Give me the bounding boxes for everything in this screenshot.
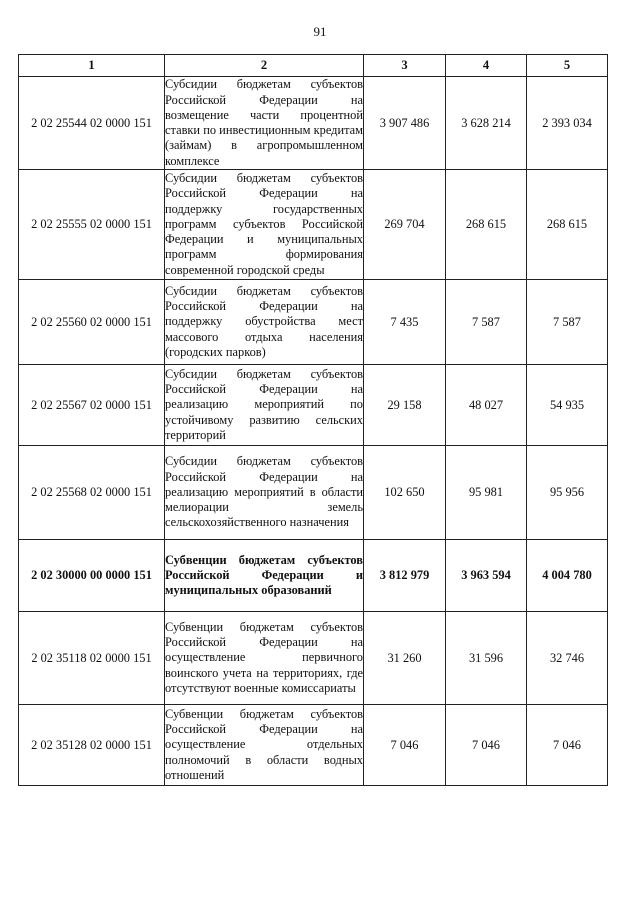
table-row bbox=[19, 612, 608, 705]
description-cell: Субвенции бюджетам субъектов Российской Федерации и муниципальных образований bbox=[165, 540, 364, 612]
description-cell: Субвенции бюджетам субъектов Российской Федерации на осуществление отдельных полномочий в области водных отношений bbox=[165, 705, 364, 786]
value-col5-cell: 268 615 bbox=[527, 170, 608, 280]
description-cell: Субсидии бюджетам субъектов Российской Федерации на поддержку обустройства мест массового отдыха населения (городских парков) bbox=[165, 280, 364, 365]
column-header-1: 1 bbox=[19, 55, 165, 77]
budget-code-cell: 2 02 25544 02 0000 151 bbox=[19, 77, 165, 170]
value-col3-cell: 7 046 bbox=[364, 705, 446, 786]
budget-code-cell: 2 02 25555 02 0000 151 bbox=[19, 170, 165, 280]
description-cell: Субсидии бюджетам субъектов Российской Федерации на реализацию мероприятий по устойчивому развитию сельских территорий bbox=[165, 365, 364, 446]
value-col5-cell: 32 746 bbox=[527, 612, 608, 705]
value-col4-cell: 48 027 bbox=[446, 365, 527, 446]
table-row-total bbox=[19, 540, 608, 612]
table-row bbox=[19, 365, 608, 446]
value-col3-cell: 7 435 bbox=[364, 280, 446, 365]
description-cell: Субвенции бюджетам субъектов Российской Федерации на осуществление первичного воинского учета на территориях, где отсутствуют военные комиссариаты bbox=[165, 612, 364, 705]
value-col4-cell: 3 963 594 bbox=[446, 540, 527, 612]
value-col3-cell: 102 650 bbox=[364, 446, 446, 540]
budget-code-cell: 2 02 25568 02 0000 151 bbox=[19, 446, 165, 540]
description-cell: Субсидии бюджетам субъектов Российской Федерации на возмещение части процентной ставки по инвестиционным кредитам (займам) в агропромышленном комплексе bbox=[165, 77, 363, 168]
value-col5-cell: 54 935 bbox=[527, 365, 608, 446]
value-col3-cell: 269 704 bbox=[364, 170, 446, 280]
value-col4-cell: 31 596 bbox=[446, 612, 527, 705]
budget-code-cell: 2 02 35118 02 0000 151 bbox=[19, 612, 165, 705]
table-row bbox=[19, 170, 608, 280]
column-header-2: 2 bbox=[165, 55, 364, 77]
value-col4-cell: 3 628 214 bbox=[446, 77, 527, 170]
budget-code-cell: 2 02 25560 02 0000 151 bbox=[19, 280, 165, 365]
description-cell: Субсидии бюджетам субъектов Российской Федерации на реализацию мероприятий в области мелиорации земель сельскохозяйственного назначения bbox=[165, 446, 364, 540]
value-col3-cell: 31 260 bbox=[364, 612, 446, 705]
table-row bbox=[19, 77, 608, 170]
description-cell: Субсидии бюджетам субъектов Российской Федерации на поддержку государственных программ субъектов Российской Федерации и муниципальных программ формирования современной городской среды bbox=[165, 170, 364, 280]
column-header-3: 3 bbox=[364, 55, 446, 77]
value-col5-cell: 95 956 bbox=[527, 446, 608, 540]
table-row bbox=[19, 446, 608, 540]
value-col4-cell: 7 587 bbox=[446, 280, 527, 365]
value-col3-cell: 29 158 bbox=[364, 365, 446, 446]
column-header-4: 4 bbox=[446, 55, 527, 77]
column-header-5: 5 bbox=[527, 55, 608, 77]
value-col3-cell: 3 812 979 bbox=[364, 540, 446, 612]
value-col4-cell: 268 615 bbox=[446, 170, 527, 280]
value-col5-cell: 7 587 bbox=[527, 280, 608, 365]
value-col4-cell: 95 981 bbox=[446, 446, 527, 540]
value-col5-cell: 7 046 bbox=[527, 705, 608, 786]
value-col4-cell: 7 046 bbox=[446, 705, 527, 786]
table-header-row bbox=[19, 55, 608, 77]
budget-code-cell: 2 02 30000 00 0000 151 bbox=[19, 540, 165, 612]
budget-table bbox=[18, 54, 608, 786]
budget-code-cell: 2 02 25567 02 0000 151 bbox=[19, 365, 165, 446]
page-number: 91 bbox=[313, 24, 327, 39]
table-row bbox=[19, 280, 608, 365]
value-col5-cell: 4 004 780 bbox=[527, 540, 608, 612]
value-col5-cell: 2 393 034 bbox=[527, 77, 608, 170]
table-row bbox=[19, 705, 608, 786]
budget-code-cell: 2 02 35128 02 0000 151 bbox=[19, 705, 165, 786]
value-col3-cell: 3 907 486 bbox=[364, 77, 446, 170]
